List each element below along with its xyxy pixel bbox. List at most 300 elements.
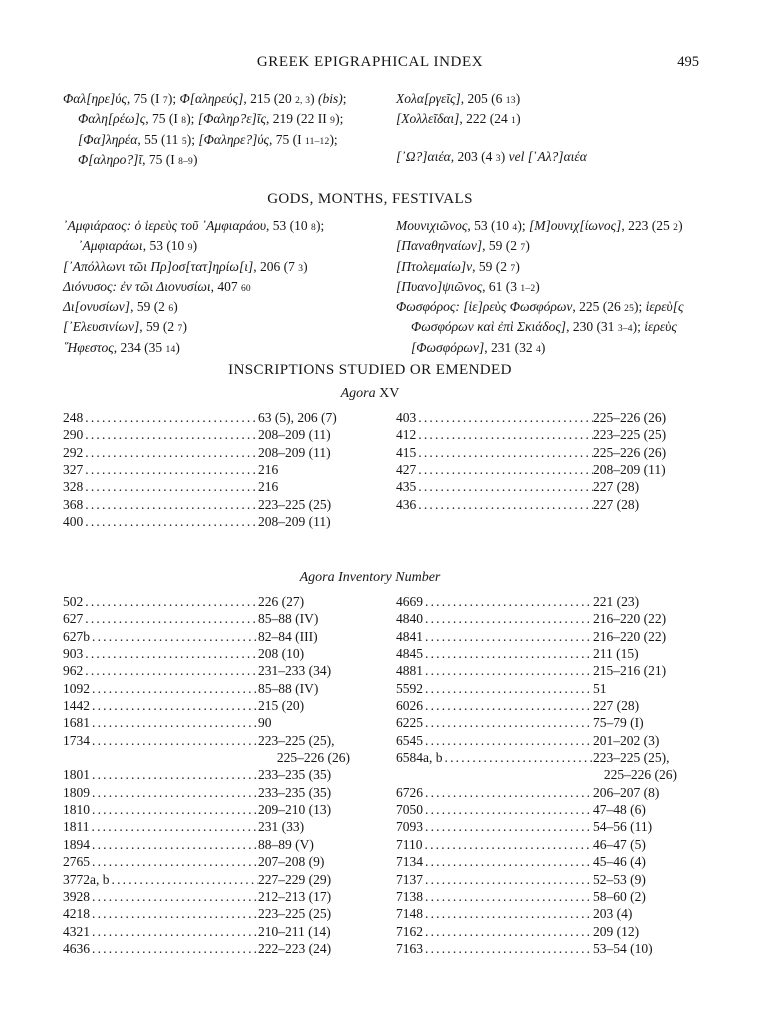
- inscription-number: 6026: [396, 698, 423, 714]
- inscription-number: 4636: [63, 940, 90, 956]
- citation-line-number: 4: [512, 223, 518, 233]
- demes-left-column: [63, 90, 396, 171]
- index-row-continuation: [396, 766, 677, 783]
- dot-leader: [92, 628, 258, 645]
- inscription-number: 5592: [396, 680, 423, 696]
- text-segment: ): [515, 91, 521, 106]
- page-reference: 208–209 (11): [258, 427, 331, 443]
- index-row: [63, 714, 350, 731]
- text-segment: Φ[αληρο?]ῖ: [78, 151, 143, 167]
- dot-leader: [85, 426, 258, 443]
- page-reference: 206–207 (8): [593, 784, 660, 800]
- greek-entry-line: [396, 131, 677, 148]
- demes-right-column: [396, 90, 677, 168]
- greek-entry-line: [63, 131, 396, 151]
- agora-xv-columns: [63, 409, 677, 530]
- text-segment: ῞Ηφεστος: [63, 339, 114, 355]
- greek-entry-line: [63, 339, 396, 359]
- text-segment: , 59 (2: [472, 258, 511, 274]
- dot-leader: [418, 496, 593, 513]
- index-row: [396, 593, 677, 610]
- inventory-left-column: [63, 593, 350, 957]
- dot-leader: [85, 645, 258, 662]
- text-segment: ᾿Αμφιάραος: ὁ ἱερεὺς τοῦ ᾿Αμφιαράου: [63, 218, 267, 233]
- dot-leader: [85, 662, 258, 679]
- page-reference: 208–209 (11): [593, 462, 666, 478]
- index-row: [63, 680, 350, 697]
- text-segment: );: [186, 111, 198, 127]
- dot-leader: [445, 749, 594, 766]
- subheading-agora-xv: [63, 386, 677, 402]
- inscription-number: 6545: [396, 732, 423, 748]
- text-segment: ): [678, 218, 683, 233]
- text-segment: , 205 (6: [460, 91, 506, 106]
- dot-leader: [425, 628, 593, 645]
- dot-leader: [85, 513, 258, 530]
- dot-leader: [92, 905, 258, 922]
- index-row: [396, 680, 677, 697]
- index-row: [63, 923, 350, 940]
- page-title: GREEK EPIGRAPHICAL INDEX: [256, 54, 484, 70]
- text-segment: Agora Inventory Number: [299, 570, 441, 585]
- page-number: 495: [677, 54, 699, 70]
- text-segment: , 230 (31: [566, 319, 618, 335]
- gods-right-column: [396, 217, 684, 359]
- inscription-number: 1801: [63, 767, 90, 783]
- section-heading-inscriptions: INSCRIPTIONS STUDIED OR EMENDED: [228, 362, 512, 378]
- inscription-number: 4881: [396, 663, 423, 679]
- dot-leader: [425, 662, 593, 679]
- greek-entry-line: [396, 90, 677, 110]
- page-reference: 223–225 (25): [258, 906, 332, 922]
- text-segment: , 59 (2: [482, 238, 521, 254]
- inscription-number: 1809: [63, 784, 90, 800]
- index-row: [63, 818, 350, 835]
- citation-line-number: 25: [624, 304, 635, 315]
- inscription-number: 4845: [396, 646, 423, 662]
- text-segment: , 206 (7: [253, 258, 299, 274]
- text-segment: , 203 (4: [450, 148, 496, 164]
- index-row: [63, 888, 350, 905]
- page-reference: 225–226 (26): [593, 444, 667, 460]
- text-segment: Δι[ονυσίων]: [63, 299, 131, 315]
- dot-leader: [92, 697, 258, 714]
- index-row: [63, 610, 350, 627]
- page-reference: 203 (4): [593, 906, 633, 922]
- inscription-number: 7138: [396, 888, 423, 904]
- index-row-continuation: [63, 749, 350, 766]
- text-segment: , 234 (35: [113, 339, 166, 355]
- text-segment: Μουνιχιῶνος: [396, 218, 468, 233]
- index-row: [63, 905, 350, 922]
- page-reference: 216: [258, 479, 279, 495]
- text-segment: );: [186, 131, 199, 147]
- table-agora-xv: [63, 409, 677, 530]
- dot-leader: [92, 784, 258, 801]
- greek-entry-line: [396, 217, 683, 237]
- inscription-number: 903: [63, 646, 84, 662]
- index-row: [396, 801, 677, 818]
- citation-line-number: 6: [168, 304, 174, 315]
- greek-entry-line: [396, 258, 677, 278]
- citation-line-number: 3–4: [617, 324, 633, 335]
- page-reference: 225–226 (26): [593, 410, 667, 425]
- citation-line-number: 8: [181, 116, 187, 127]
- text-segment: [᾿Απόλλωνι τῶι Πρ]οσ[τατ]ηρίω[ι]: [63, 258, 254, 274]
- citation-line-number: 60: [240, 283, 251, 294]
- text-segment: , 215 (20: [243, 91, 296, 106]
- gods-columns: [63, 217, 684, 359]
- page-reference: 216: [258, 462, 279, 478]
- page-reference: 54–56 (11): [593, 819, 653, 835]
- text-segment: , 55 (11: [137, 131, 182, 147]
- text-segment: , 219 (22 II: [266, 111, 331, 127]
- text-segment: vel: [508, 148, 525, 164]
- page-reference: 222–223 (24): [258, 940, 332, 956]
- dot-leader: [425, 801, 593, 818]
- text-segment: );: [167, 91, 180, 106]
- dot-leader: [425, 836, 594, 853]
- page-reference: 212–213 (17): [258, 888, 332, 904]
- text-segment: , 53 (10: [142, 238, 188, 254]
- index-row: [396, 714, 677, 731]
- text-segment: , 231 (32: [484, 339, 536, 355]
- inscription-number: 427: [396, 462, 417, 478]
- page-reference: 225–226 (26): [603, 767, 677, 783]
- dot-leader: [425, 853, 593, 870]
- text-segment: [Φωσφόρων]: [411, 339, 485, 355]
- greek-entry-line: [396, 148, 677, 168]
- citation-line-number: 2: [673, 223, 679, 233]
- inscription-number: 328: [63, 479, 84, 495]
- dot-leader: [425, 697, 593, 714]
- citation-line-number: 7: [162, 96, 168, 106]
- citation-line-number: 13: [505, 96, 516, 106]
- inscription-number: 248: [63, 410, 84, 425]
- index-row: [63, 853, 350, 870]
- index-row: [63, 628, 350, 645]
- citation-line-number: 9: [330, 116, 336, 127]
- dot-leader: [425, 888, 593, 905]
- greek-entry-line: [396, 339, 677, 359]
- text-segment: , 407: [210, 278, 241, 294]
- running-header: [63, 54, 677, 70]
- dot-leader: [92, 714, 258, 731]
- index-row: [396, 461, 677, 478]
- index-row: [63, 426, 350, 443]
- text-segment: Φ[αληρεύς]: [179, 91, 244, 106]
- dot-leader: [92, 801, 258, 818]
- page-reference: 209–210 (13): [258, 802, 332, 818]
- dot-leader: [418, 426, 593, 443]
- citation-line-number: 7: [177, 324, 183, 335]
- greek-entry-line: [396, 298, 684, 318]
- index-row: [396, 645, 677, 662]
- inscription-number: 7148: [396, 906, 423, 922]
- text-segment: );: [634, 299, 646, 315]
- page-reference: 227 (28): [593, 479, 640, 495]
- page-reference: 223–225 (25): [593, 427, 667, 443]
- greek-entry-line: [63, 318, 396, 338]
- inscription-number: 502: [63, 594, 84, 609]
- inscription-number: 403: [396, 410, 417, 425]
- index-row: [63, 801, 350, 818]
- text-segment: );: [335, 111, 344, 127]
- index-row: [63, 732, 350, 749]
- inscription-number: 7134: [396, 854, 423, 870]
- text-segment: XV: [375, 386, 400, 401]
- inscription-number: 962: [63, 663, 84, 679]
- dot-leader: [92, 923, 258, 940]
- dot-leader: [85, 478, 258, 495]
- text-segment: ): [540, 339, 546, 355]
- dot-leader: [425, 784, 593, 801]
- text-segment: , 75 (I: [126, 91, 163, 106]
- page-reference: 52–53 (9): [593, 871, 646, 887]
- dot-leader: [425, 923, 593, 940]
- citation-line-number: 1–2: [520, 283, 536, 294]
- page-reference: 231 (33): [258, 819, 305, 835]
- text-segment: ): [500, 148, 509, 164]
- dot-leader: [425, 593, 593, 610]
- index-row: [63, 940, 350, 957]
- index-row: [63, 444, 350, 461]
- dot-leader: [425, 818, 593, 835]
- dot-leader: [85, 444, 258, 461]
- inscription-number: 368: [63, 496, 84, 512]
- inscription-number: 4840: [396, 611, 423, 627]
- dot-leader: [92, 888, 258, 905]
- greek-entry-line: [63, 298, 396, 318]
- inscription-number: 292: [63, 444, 84, 460]
- text-segment: ): [193, 151, 198, 167]
- page-reference: 221 (23): [593, 594, 640, 609]
- citation-line-number: 2, 3: [295, 96, 311, 106]
- page-reference: 209 (12): [593, 923, 640, 939]
- page-reference: 47–48 (6): [593, 802, 646, 818]
- greek-entry-line: [396, 110, 677, 130]
- inscription-number: 6225: [396, 715, 423, 731]
- page-reference: 233–235 (35): [258, 767, 332, 783]
- text-segment: );: [517, 218, 529, 233]
- page-reference: 223–225 (25),: [593, 750, 670, 766]
- page-reference: 85–88 (IV): [258, 680, 319, 696]
- index-row: [63, 871, 350, 888]
- index-row: [396, 940, 677, 957]
- inscription-number: 6726: [396, 784, 423, 800]
- text-segment: [᾿Ελευσινίων]: [63, 319, 140, 335]
- index-row: [396, 496, 677, 513]
- dot-leader: [85, 496, 258, 513]
- citation-line-number: 3: [495, 153, 501, 164]
- dot-leader: [92, 680, 258, 697]
- page-reference: 223–225 (25): [258, 496, 332, 512]
- index-row: [63, 766, 350, 783]
- text-segment: ): [310, 91, 319, 106]
- text-segment: ): [175, 339, 180, 355]
- page-reference: 58–60 (2): [593, 888, 646, 904]
- text-segment: [Πτολεμαίω]ν: [396, 258, 473, 274]
- index-row: [63, 784, 350, 801]
- dot-leader: [92, 732, 258, 749]
- page-reference: 227 (28): [593, 496, 640, 512]
- index-row: [396, 871, 677, 888]
- inscription-number: 436: [396, 496, 417, 512]
- page-reference: 216–220 (22): [593, 611, 667, 627]
- index-row: [396, 732, 677, 749]
- page-reference: 208 (10): [258, 646, 305, 662]
- text-segment: , 75 (I: [145, 111, 182, 127]
- page-reference: 223–225 (25),: [258, 732, 335, 748]
- demes-columns: [63, 90, 677, 171]
- agora-xv-right-column: [396, 409, 677, 513]
- index-row: [396, 478, 677, 495]
- text-segment: );: [632, 319, 645, 335]
- text-segment: [Φαληρ?ε]ῖς: [197, 111, 267, 127]
- page-reference: 208–209 (11): [258, 444, 331, 460]
- inscription-number: 7050: [396, 802, 423, 818]
- text-segment: , 53 (10: [467, 218, 513, 233]
- citation-line-number: 11–12: [305, 136, 330, 147]
- gods-left-column: [63, 217, 396, 359]
- inscription-number: 1681: [63, 715, 90, 731]
- text-segment: Φωσφόρος: [ἱε]ρεὺς Φωσφόρων: [396, 299, 573, 315]
- citation-line-number: 14: [165, 344, 176, 355]
- index-row: [396, 853, 677, 870]
- greek-entry-line: [63, 110, 396, 130]
- text-segment: ): [516, 111, 521, 127]
- inscription-number: 7137: [396, 871, 423, 887]
- index-row: [63, 478, 350, 495]
- text-segment: , 61 (3: [482, 278, 521, 294]
- text-segment: [Παναθηναίων]: [396, 238, 483, 254]
- text-segment: ): [525, 238, 530, 254]
- citation-line-number: 8: [311, 223, 316, 233]
- text-segment: , 59 (2: [130, 299, 169, 315]
- text-segment: [Φαληρε?]ύς: [198, 131, 270, 147]
- text-segment: ): [182, 319, 187, 335]
- greek-entry-line: [63, 278, 396, 298]
- text-segment: Agora: [340, 386, 376, 401]
- text-segment: ): [515, 258, 520, 274]
- text-segment: ): [173, 299, 178, 315]
- index-row: [63, 662, 350, 679]
- dot-leader: [85, 593, 258, 610]
- text-segment: ): [535, 278, 540, 294]
- inscription-number: 415: [396, 444, 417, 460]
- inscription-number: 7110: [396, 836, 423, 852]
- inscription-number: 1810: [63, 802, 90, 818]
- index-row: [63, 593, 350, 610]
- text-segment: , 59 (2: [139, 319, 178, 335]
- text-segment: Διόνυσος: ἐν τῶι Διονυσίωι: [63, 278, 211, 294]
- text-segment: [Χολλεῖδαι]: [396, 111, 460, 127]
- inscription-number: 7162: [396, 923, 423, 939]
- citation-line-number: 4: [535, 344, 541, 355]
- inscription-number: 327: [63, 462, 84, 478]
- inscription-number: 2765: [63, 854, 90, 870]
- inscription-number: 4669: [396, 594, 423, 609]
- page-reference: 215–216 (21): [593, 663, 667, 679]
- greek-entry-line: [63, 258, 396, 278]
- index-row: [63, 645, 350, 662]
- inscription-number: 400: [63, 514, 84, 530]
- text-segment: Φαλη[ρέω]ς: [78, 111, 146, 127]
- index-row: [396, 749, 677, 766]
- index-row: [63, 513, 350, 530]
- page-reference: 215 (20): [258, 698, 305, 714]
- section-demes: [63, 90, 677, 171]
- agora-xv-left-column: [63, 409, 350, 530]
- index-row: [396, 784, 677, 801]
- citation-line-number: 8–9: [178, 156, 194, 167]
- text-segment: , 223 (25: [621, 218, 674, 233]
- page-reference: 227 (28): [593, 698, 640, 714]
- text-segment: , 222 (24: [459, 111, 512, 127]
- page-reference: 51: [593, 680, 607, 696]
- text-segment: ): [192, 238, 198, 254]
- text-segment: Φωσφόρων καὶ ἐπὶ Σκιάδος]: [411, 319, 567, 335]
- index-row: [396, 628, 677, 645]
- index-row: [396, 818, 677, 835]
- dot-leader: [418, 444, 593, 461]
- section-heading-gods: GODS, MONTHS, FESTIVALS: [267, 191, 473, 207]
- inscription-number: 7093: [396, 819, 423, 835]
- index-row: [396, 610, 677, 627]
- greek-entry-line: [63, 151, 396, 171]
- text-segment: ;: [342, 91, 347, 106]
- dot-leader: [92, 818, 259, 835]
- text-segment: (bis): [318, 91, 343, 106]
- page-reference: 201–202 (3): [593, 732, 660, 748]
- dot-leader: [418, 409, 593, 426]
- inscription-number: 3928: [63, 888, 90, 904]
- page-reference: 225–226 (26): [276, 750, 350, 766]
- text-segment: );: [329, 131, 338, 147]
- inscription-number: 4841: [396, 628, 423, 644]
- greek-entry-line: [63, 217, 396, 237]
- citation-line-number: 7: [520, 243, 526, 254]
- page-reference: 210–211 (14): [258, 923, 331, 939]
- greek-entry-line: [396, 318, 677, 338]
- dot-leader: [112, 871, 259, 888]
- page-reference: 45–46 (4): [593, 854, 646, 870]
- dot-leader: [425, 645, 593, 662]
- page-reference: 216–220 (22): [593, 628, 667, 644]
- inscription-number: 627: [63, 611, 84, 627]
- inscription-number: 1442: [63, 698, 90, 714]
- text-segment: ): [303, 258, 308, 274]
- page-reference: 88–89 (V): [258, 836, 314, 852]
- page-reference: 82–84 (III): [258, 628, 318, 644]
- dot-leader: [85, 610, 258, 627]
- dot-leader: [418, 461, 593, 478]
- subheading-agora-inventory-number: [63, 570, 677, 586]
- text-segment: [Μ]ουνιχ[ίωνος]: [528, 218, 622, 233]
- index-row: [63, 836, 350, 853]
- index-row: [396, 409, 677, 426]
- dot-leader: [418, 478, 593, 495]
- inscription-number: 3772a, b: [63, 871, 110, 887]
- dot-leader: [85, 409, 258, 426]
- dot-leader: [425, 610, 593, 627]
- dot-leader: [425, 871, 593, 888]
- text-segment: , 75 (I: [269, 131, 306, 147]
- index-row: [63, 409, 350, 426]
- inscription-number: 1811: [63, 819, 90, 835]
- inventory-columns: [63, 593, 677, 957]
- dot-leader: [92, 766, 258, 783]
